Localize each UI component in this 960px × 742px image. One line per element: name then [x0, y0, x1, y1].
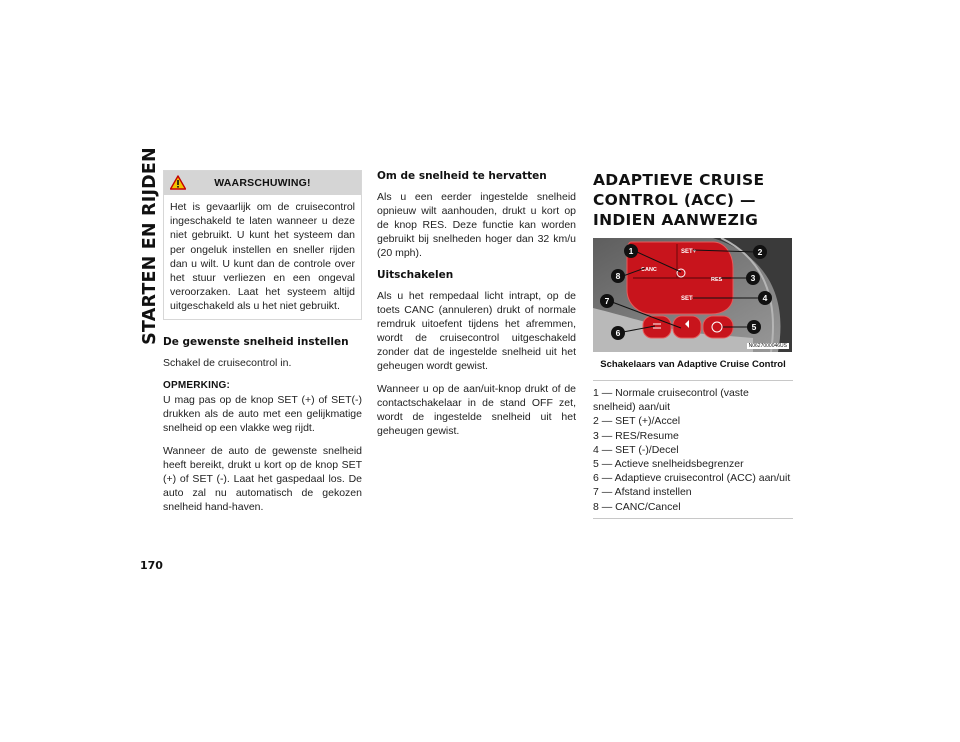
- label-set-minus: SET-: [681, 296, 695, 302]
- acc-switches-figure: [593, 238, 792, 352]
- legend-item: 3 — RES/Resume: [593, 429, 679, 442]
- figure-code: N0627000046US: [748, 343, 787, 349]
- callout-6: 6: [615, 328, 621, 338]
- resume-paragraph: Als u een eerder ingestelde snelheid opnieuw wilt aanhouden, drukt u kort op de knop RES. Deze functie kan worden gebruikt bij snelheden hoger dan 32 km/u (20 mph).: [377, 191, 576, 259]
- legend-item: 1 — Normale cruisecontrol (vaste snelheid) aan/uit: [593, 387, 749, 414]
- label-canc: CANC: [641, 267, 657, 273]
- set-speed-paragraph-2: Wanneer de auto de gewenste snelheid heeft bereikt, drukt u kort op de knop SET (+) of SET (-). Laat het gaspedaal los. De auto zal nu automatisch de gekozen snelheid hand-haven.: [163, 444, 362, 513]
- set-speed-heading: De gewenste snelheid instellen: [163, 335, 349, 348]
- callout-7: 7: [604, 296, 610, 306]
- warning-text: Het is gevaarlijk om de cruisecontrol ingeschakeld te laten wanneer u deze niet gebruikt. U kunt het systeem dan per ongeluk instellen en sneller rijden dan u wilt. U kunt dan de controle over het stuur verliezen en een ongeval veroorzaken. Laat het systeem altijd uitgeschakeld als u het niet gebruikt.: [170, 201, 355, 313]
- callout-1: 1: [628, 246, 634, 256]
- set-speed-paragraph-1: Schakel de cruisecontrol in.: [163, 356, 292, 369]
- column-left: [163, 170, 362, 523]
- label-res: RES: [711, 277, 723, 283]
- chapter-side-tab: [140, 147, 161, 345]
- switch-off-paragraph-2: Wanneer u op de aan/uit-knop drukt of de contactschakelaar in de stand OFF zet, wordt de ingestelde snelheid uit het geheugen gewist.: [377, 383, 576, 437]
- acc-section-title: ADAPTIEVE CRUISE CONTROL (ACC) — INDIEN AANWEZIG: [593, 171, 765, 229]
- column-right: [593, 170, 793, 519]
- warning-triangle-icon: [170, 175, 186, 190]
- page-number: 170: [140, 559, 163, 572]
- column-middle: [377, 170, 576, 447]
- callout-5: 5: [751, 322, 757, 332]
- legend-item: 6 — Adaptieve cruisecontrol (ACC) aan/uit: [593, 472, 791, 485]
- callout-8: 8: [615, 271, 621, 281]
- callout-2: 2: [757, 247, 763, 257]
- warning-header: [164, 171, 361, 195]
- resume-heading: Om de snelheid te hervatten: [377, 170, 547, 182]
- chapter-title: STARTEN EN RIJDEN: [140, 147, 161, 345]
- switch-off-heading: Uitschakelen: [377, 269, 454, 281]
- legend-item: 5 — Actieve snelheidsbegrenzer: [593, 458, 744, 471]
- note-text: U mag pas op de knop SET (+) of SET(-) drukken als de auto met een gelijkmatige snelheid op een vlakke weg rijdt.: [163, 393, 362, 434]
- figure-legend: [593, 380, 793, 519]
- callout-3: 3: [750, 273, 756, 283]
- steering-wheel-illustration: [593, 238, 792, 352]
- legend-item: 2 — SET (+)/Accel: [593, 415, 681, 428]
- note-label: OPMERKING:: [163, 379, 230, 391]
- legend-item: 4 — SET (-)/Decel: [593, 443, 679, 456]
- label-set-plus: SET+: [681, 249, 697, 255]
- switch-off-paragraph-1: Als u het rempedaal licht intrapt, op de toets CANC (annuleren) drukt of normale remdruk uitoefent tijdens het afremmen, wordt de cruisecontrol uitgeschakeld zonder dat de ingestelde snelheid uit het geheugen wordt gewist.: [377, 290, 576, 372]
- warning-title: WAARSCHUWING!: [214, 177, 311, 189]
- figure-caption: Schakelaars van Adaptive Cruise Control: [600, 359, 786, 370]
- warning-box: [163, 170, 362, 320]
- legend-item: 7 — Afstand instellen: [593, 486, 692, 499]
- legend-item: 8 — CANC/Cancel: [593, 500, 681, 513]
- callout-4: 4: [762, 293, 768, 303]
